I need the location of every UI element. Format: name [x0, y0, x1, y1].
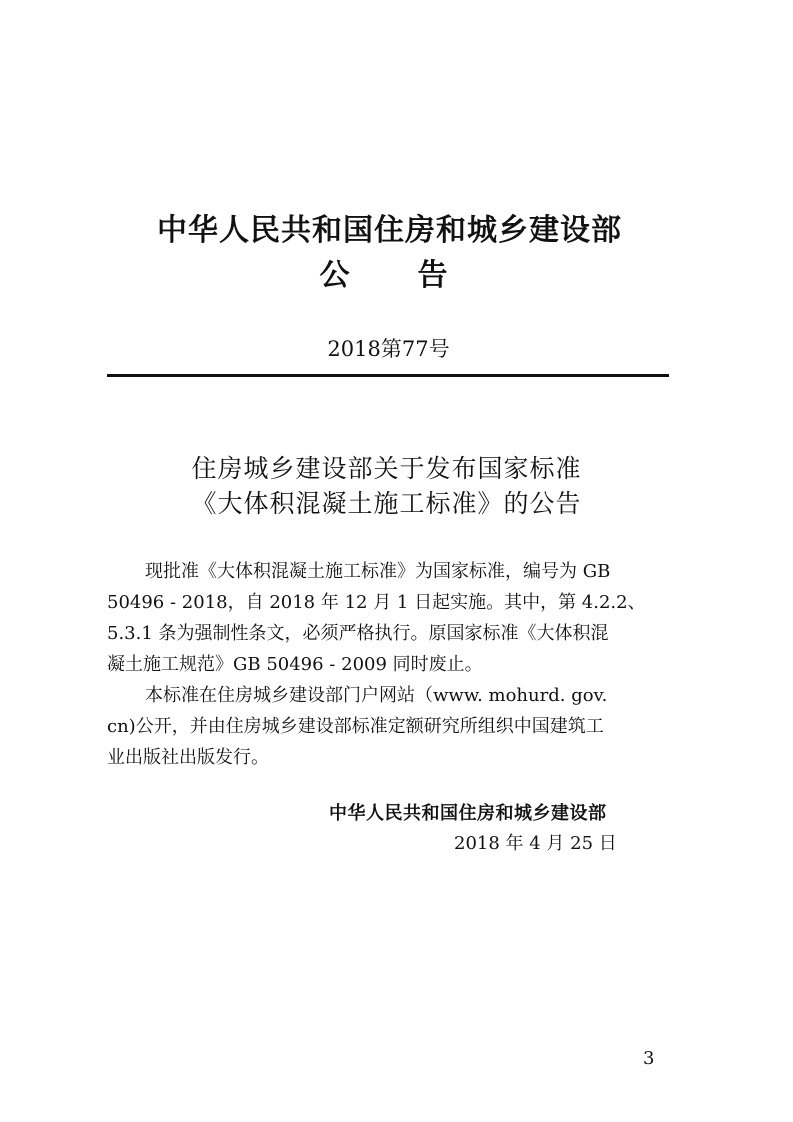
paragraph-line: 现批准《大体积混凝土施工标准》为国家标准，编号为 GB	[145, 561, 611, 582]
paragraph-line: 凝土施工规范》GB 50496 - 2009 同时废止。	[107, 654, 483, 675]
signature-date: 2018 年 4 月 25 日	[454, 833, 617, 854]
body-paragraph-1	[107, 556, 687, 680]
paragraph-line: 50496 - 2018，自 2018 年 12 月 1 日起实施。其中，第 4.2.2、	[107, 592, 646, 613]
issuer-title: 中华人民共和国住房和城乡建设部	[157, 213, 622, 248]
subject-line-1: 住房城乡建设部关于发布国家标准	[191, 454, 582, 483]
paragraph-line: 5.3.1 条为强制性条文，必须严格执行。原国家标准《大体积混	[107, 623, 609, 644]
paragraph-line: 业出版社出版发行。	[107, 747, 269, 768]
body-paragraph-2	[107, 680, 687, 773]
document-type-heading	[0, 250, 780, 294]
document-number: 2018第77号	[327, 337, 450, 361]
signature-issuer: 中华人民共和国住房和城乡建设部	[329, 803, 607, 824]
paragraph-line: 本标准在住房城乡建设部门户网站（www. mohurd. gov.	[145, 685, 608, 706]
document-type-right: 告	[417, 258, 448, 293]
page-number: 3	[643, 1048, 655, 1069]
document-type-left: 公	[319, 258, 350, 293]
paragraph-line: cn)公开，并由住房城乡建设部标准定额研究所组织中国建筑工	[107, 716, 604, 737]
header-divider	[107, 374, 669, 377]
subject-line-2: 《大体积混凝土施工标准》的公告	[191, 489, 582, 518]
